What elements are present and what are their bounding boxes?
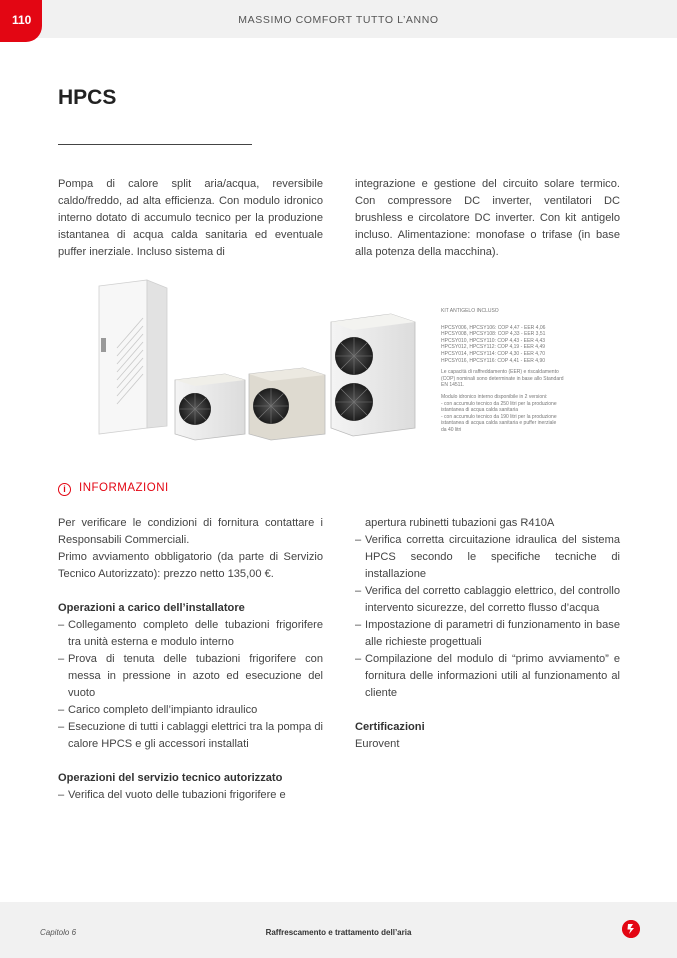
spec-note: EN 14511. [441, 382, 465, 389]
outdoor-unit-medium [249, 368, 325, 440]
list-item: – Verifica del vuoto delle tubazioni frigorifere e [58, 787, 323, 804]
info-right-column [355, 515, 620, 753]
list-item: – Prova di tenuta delle tubazioni frigorifere con messa in pressione in azoto ed esecuzione del vuoto [58, 651, 323, 702]
info-label: INFORMAZIONI [79, 482, 169, 494]
outdoor-unit-large [331, 314, 415, 436]
intro-right-column [355, 176, 620, 261]
section-label: Raffrescamento e trattamento dell’aria [265, 928, 412, 937]
spec-line: HPCSY014, HPCSY114: COP 4,30 - EER 4,70 [441, 350, 546, 357]
list-item: – Carico completo dell’impianto idraulico [58, 702, 323, 719]
product-illustration [95, 278, 435, 450]
info-left-column [58, 515, 323, 804]
list-item: – Verifica del corretto cablaggio elettrico, del controllo intervento sicurezze, del corretto flusso d’acqua [355, 583, 620, 617]
installer-list [58, 617, 323, 753]
list-item: – Compilazione del modulo di “primo avviamento” e fornitura delle informazioni utili al funzionamento al cliente [355, 651, 620, 702]
spec-note: istantanea di acqua calda sanitaria e puffer inerziale [441, 420, 557, 427]
spec-note: (COP) nominali sono determinate in base allo Standard [441, 375, 564, 382]
page-number: 110 [12, 13, 32, 27]
intro-right-text: integrazione e gestione del circuito solare termico. Con compressore DC inverter, ventilatori DC brushless e circolatore DC inverter. Con kit antigelo incluso. Alimentazione: monofase o trifase (in base alla potenza della macchina). [355, 178, 620, 258]
service-list [58, 787, 323, 804]
list-item: – Esecuzione di tutti i cablaggi elettrici tra la pompa di calore HPCS e gli accessori installati [58, 719, 323, 753]
list-item: – Impostazione di parametri di funzionamento in base alle richieste progettuali [355, 617, 620, 651]
spec-note: Modulo idronico interno disponibile in 2 versioni: [441, 393, 548, 400]
spec-note: da 40 litri [441, 426, 462, 433]
intro-left-column [58, 176, 323, 261]
kit-label: KIT ANTIGELO INCLUSO [441, 308, 499, 314]
spec-line: HPCSY010, HPCSY110: COP 4,43 - EER 4,43 [441, 337, 546, 344]
running-title: MASSIMO COMFORT TUTTO L’ANNO [238, 14, 439, 26]
product-title: HPCS [58, 86, 117, 109]
spec-notes [441, 308, 591, 434]
spec-line: HPCSY008, HPCSY108: COP 4,33 - EER 3,51 [441, 331, 546, 338]
intro-left-text: Pompa di calore split aria/acqua, reversibile caldo/freddo, ad alta efficienza. Con modulo idronico interno dotato di accumulo tecnico per la produzione istantanea di acqua calda sanitaria ed eventuale puffer inerziale. Incluso sistema di [58, 178, 323, 258]
spec-line: HPCSY006, HPCSY106: COP 4,47 - EER 4,06 [441, 324, 546, 331]
indoor-module [99, 280, 167, 434]
spec-note: - con accumulo tecnico da 250 litri per la produzione [441, 400, 557, 407]
spec-line: HPCSY016, HPCSY116: COP 4,41 - EER 4,90 [441, 357, 546, 364]
info-paragraph: Per verificare le condizioni di fornitura contattare i Responsabili Commerciali. [58, 517, 323, 546]
certifications-heading: Certificazioni [355, 721, 425, 733]
list-item: – Collegamento completo delle tubazioni frigorifere tra unità esterna e modulo interno [58, 617, 323, 651]
service-list-cont [355, 532, 620, 702]
info-icon: i [58, 483, 71, 496]
service-heading: Operazioni del servizio tecnico autorizzato [58, 772, 283, 784]
brand-logo-icon [622, 920, 640, 938]
info-paragraph: Primo avviamento obbligatorio (da parte di Servizio Tecnico Autorizzato): prezzo netto 135,00 €. [58, 551, 323, 580]
spec-note: Le capacità di raffreddamento (EER) e riscaldamento [441, 369, 559, 376]
spec-note: istantanea di acqua calda sanitaria [441, 407, 518, 414]
spec-line: HPCSY012, HPCSY112: COP 4,19 - EER 4,49 [441, 344, 546, 351]
list-item: – Verifica corretta circuitazione idraulica del sistema HPCS secondo le specifiche tecniche di installazione [355, 532, 620, 583]
title-rule [58, 144, 252, 145]
outdoor-unit-small [175, 374, 245, 440]
chapter-label: Capitolo 6 [40, 928, 77, 937]
installer-heading: Operazioni a carico dell’installatore [58, 602, 245, 614]
spec-note: - con accumulo tecnico da 190 litri per la produzione [441, 413, 557, 420]
certifications-value: Eurovent [355, 738, 400, 750]
list-item-continuation: apertura rubinetti tubazioni gas R410A [365, 517, 555, 529]
